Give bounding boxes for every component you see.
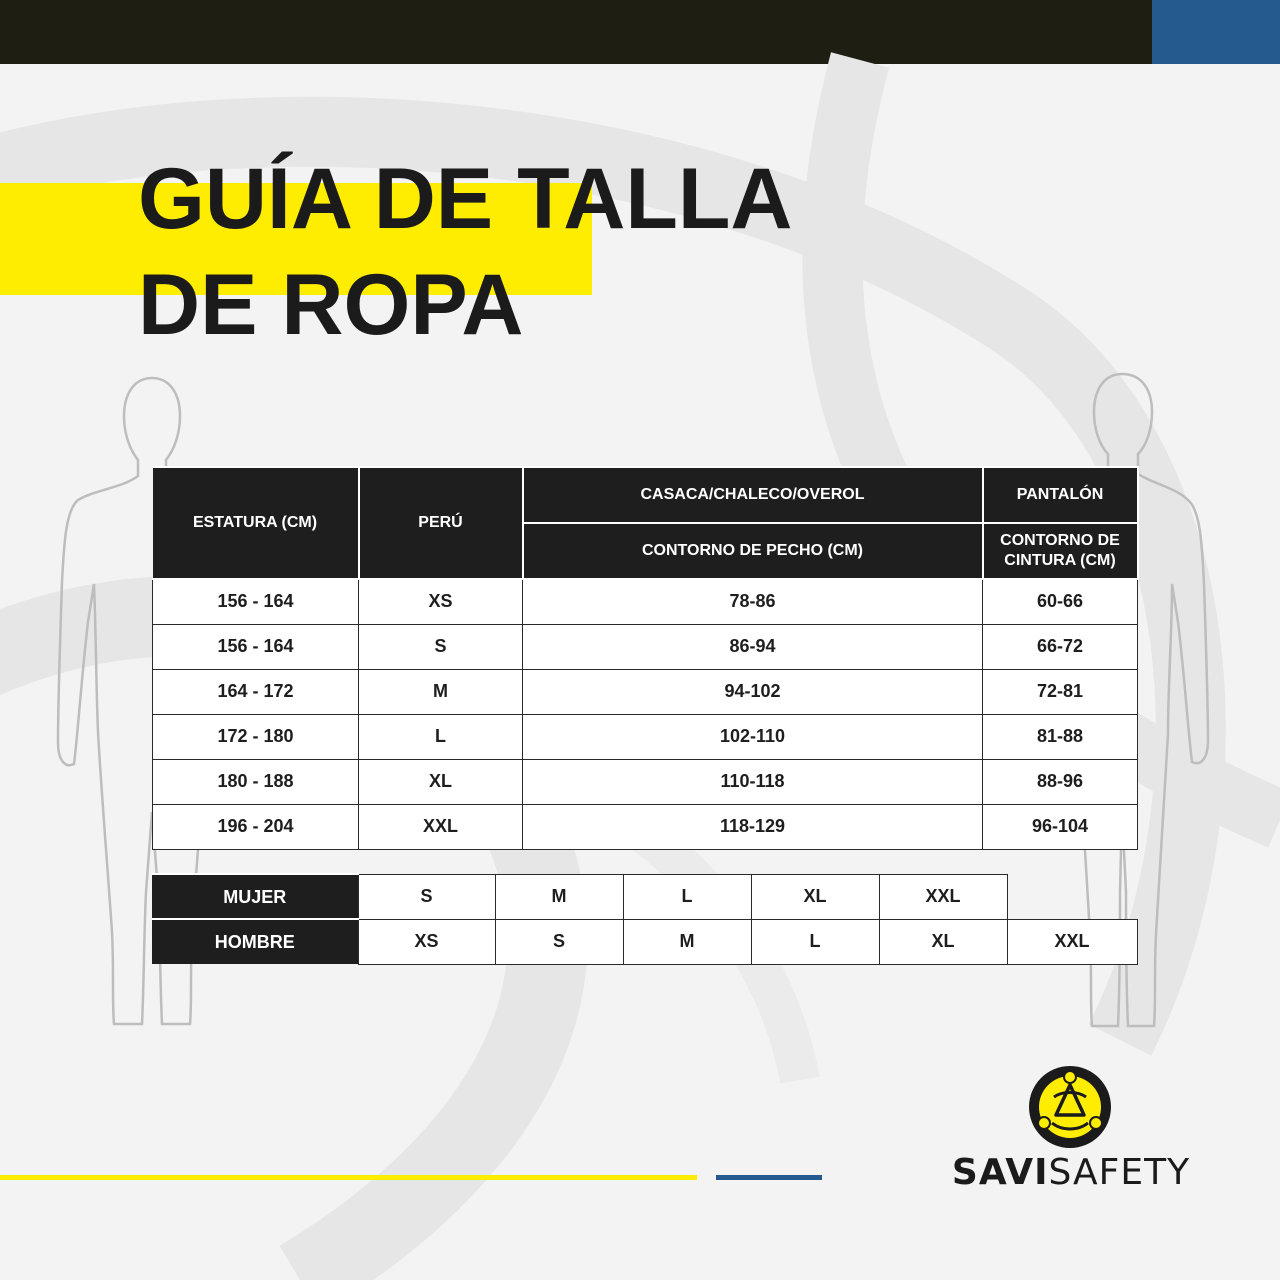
empty-cell [1007, 874, 1137, 919]
brand-part1: SAVI [951, 1152, 1049, 1193]
cell-estatura: 172 - 180 [153, 714, 359, 759]
header-pecho: CONTORNO DE PECHO (CM) [523, 523, 983, 579]
cell-peru: XXL [359, 804, 523, 849]
cell-cintura: 60-66 [983, 579, 1138, 624]
cell-estatura: 156 - 164 [153, 579, 359, 624]
hombre-size: S [495, 919, 623, 964]
brand-part2: SAFETY [1048, 1152, 1191, 1193]
cell-peru: XL [359, 759, 523, 804]
cell-cintura: 96-104 [983, 804, 1138, 849]
hombre-size: XS [358, 919, 495, 964]
table-row [153, 579, 1138, 624]
mujer-size: S [358, 874, 495, 919]
cell-pecho: 110-118 [523, 759, 983, 804]
table-row [153, 714, 1138, 759]
cell-estatura: 196 - 204 [153, 804, 359, 849]
header-cintura: CONTORNO DE CINTURA (CM) [983, 523, 1138, 579]
cell-pecho: 102-110 [523, 714, 983, 759]
mujer-size: L [623, 874, 751, 919]
cell-estatura: 164 - 172 [153, 669, 359, 714]
cell-pecho: 94-102 [523, 669, 983, 714]
cell-peru: M [359, 669, 523, 714]
gender-equivalence-table [152, 873, 1138, 965]
hombre-size: L [751, 919, 879, 964]
header-pantalon: PANTALÓN [983, 467, 1138, 523]
title-line-1: GUÍA DE TALLA [138, 151, 793, 247]
title-line-2: DE ROPA [138, 257, 524, 353]
row-hombre [152, 919, 1137, 964]
size-table [152, 466, 1139, 850]
brand-wordmark [936, 1153, 1206, 1193]
mujer-size: M [495, 874, 623, 919]
header-estatura: ESTATURA (CM) [153, 467, 359, 579]
cell-cintura: 72-81 [983, 669, 1138, 714]
table-row [153, 804, 1138, 849]
cell-cintura: 88-96 [983, 759, 1138, 804]
table-row [153, 759, 1138, 804]
mujer-size: XL [751, 874, 879, 919]
page-title [138, 146, 793, 358]
label-mujer: MUJER [152, 874, 358, 919]
table-row [153, 669, 1138, 714]
cell-estatura: 180 - 188 [153, 759, 359, 804]
cell-peru: S [359, 624, 523, 669]
header-peru: PERÚ [359, 467, 523, 579]
header-casaca: CASACA/CHALECO/OVEROL [523, 467, 983, 523]
row-mujer [152, 874, 1137, 919]
brand-logo [936, 1065, 1206, 1195]
cell-pecho: 118-129 [523, 804, 983, 849]
cell-estatura: 156 - 164 [153, 624, 359, 669]
hombre-size: XXL [1007, 919, 1137, 964]
label-hombre: HOMBRE [152, 919, 358, 964]
cell-cintura: 66-72 [983, 624, 1138, 669]
cell-cintura: 81-88 [983, 714, 1138, 759]
footer-line-blue [716, 1175, 822, 1180]
footer-line-yellow [0, 1175, 697, 1180]
hombre-size: XL [879, 919, 1007, 964]
cell-pecho: 86-94 [523, 624, 983, 669]
cell-peru: XS [359, 579, 523, 624]
savisafety-logo-mark [1028, 1065, 1112, 1149]
table-row [153, 624, 1138, 669]
cell-peru: L [359, 714, 523, 759]
hombre-size: M [623, 919, 751, 964]
cell-pecho: 78-86 [523, 579, 983, 624]
mujer-size: XXL [879, 874, 1007, 919]
